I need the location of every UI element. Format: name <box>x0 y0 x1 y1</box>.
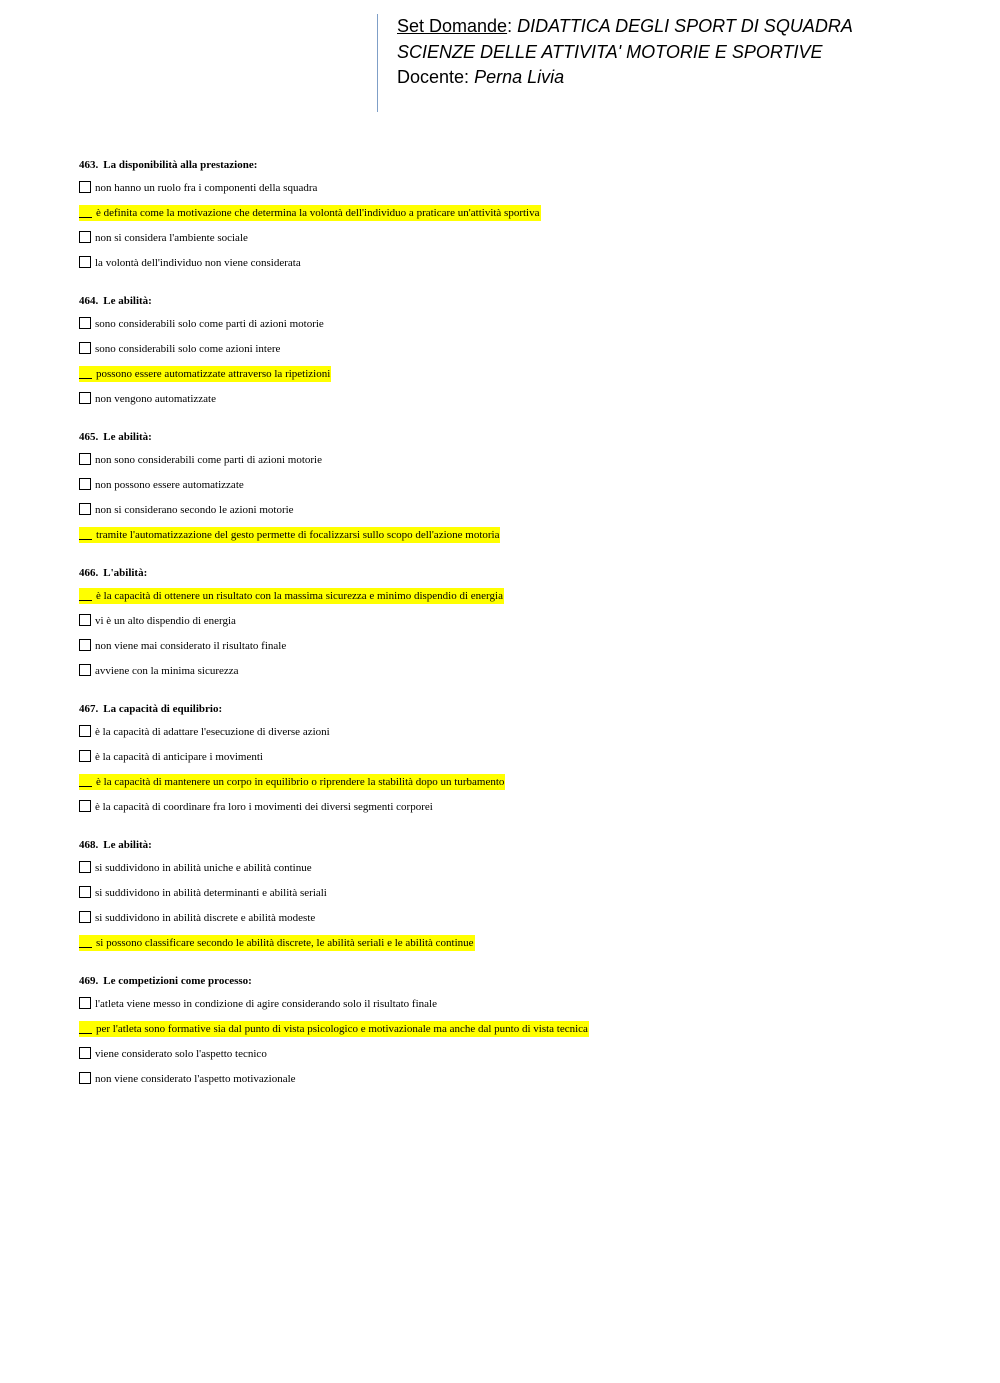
checkbox-icon[interactable] <box>79 317 91 329</box>
question-title <box>79 293 959 309</box>
question-number: 467. <box>79 703 99 715</box>
answer-option-correct <box>79 1021 959 1046</box>
option-text: è definita come la motivazione che determina la volontà dell'individuo a praticare un'attività sportiva <box>96 207 540 219</box>
option-text: sono considerabili solo come azioni intere <box>95 343 281 355</box>
answer-option <box>79 1046 959 1071</box>
set-value: DIDATTICA DEGLI SPORT DI SQUADRA <box>517 16 853 36</box>
correct-answer-highlight <box>79 205 541 221</box>
checkbox-icon[interactable] <box>79 181 91 193</box>
answer-option <box>79 230 959 255</box>
course-name: SCIENZE DELLE ATTIVITA' MOTORIE E SPORTIVE <box>397 41 823 62</box>
checkbox-icon[interactable] <box>79 1072 91 1084</box>
answer-option <box>79 391 959 416</box>
option-text: non si considerano secondo le azioni motorie <box>95 504 294 516</box>
option-text: è la capacità di adattare l'esecuzione di diverse azioni <box>95 726 330 738</box>
question-list <box>79 157 959 1109</box>
question-text: Le abilità: <box>103 839 152 851</box>
question-number: 469. <box>79 975 99 987</box>
option-text: possono essere automatizzate attraverso la ripetizioni <box>96 368 331 380</box>
answer-option <box>79 996 959 1021</box>
set-label: Set Domande <box>397 16 508 36</box>
answer-option <box>79 452 959 477</box>
correct-answer-highlight <box>79 527 500 543</box>
checkbox-icon[interactable] <box>79 392 91 404</box>
option-text: non viene mai considerato il risultato finale <box>95 640 287 652</box>
option-text: tramite l'automatizzazione del gesto permette di focalizzarsi sullo scopo dell'azione motoria <box>96 529 500 541</box>
answer-option <box>79 749 959 774</box>
checkbox-icon[interactable] <box>79 478 91 490</box>
answer-option <box>79 502 959 527</box>
option-text: la volontà dell'individuo non viene considerata <box>95 257 301 269</box>
answer-option-correct <box>79 935 959 960</box>
checkbox-icon[interactable] <box>79 231 91 243</box>
checkbox-icon[interactable] <box>79 750 91 762</box>
answer-option <box>79 180 959 205</box>
question-title <box>79 157 959 173</box>
correct-answer-highlight <box>79 588 504 604</box>
option-text: vi è un alto dispendio di energia <box>95 615 236 627</box>
option-text: si possono classificare secondo le abilità discrete, le abilità seriali e le abilità continue <box>96 937 474 949</box>
answer-option <box>79 910 959 935</box>
answer-option <box>79 613 959 638</box>
answer-option-correct <box>79 527 959 552</box>
checkbox-icon[interactable] <box>79 800 91 812</box>
question-title <box>79 973 959 989</box>
option-text: si suddividono in abilità determinanti e abilità seriali <box>95 887 327 899</box>
checkbox-icon[interactable] <box>79 725 91 737</box>
checkbox-icon[interactable] <box>79 256 91 268</box>
question-text: Le competizioni come processo: <box>103 975 252 987</box>
answer-option <box>79 638 959 663</box>
question-title <box>79 701 959 717</box>
question-block <box>79 293 959 416</box>
option-text: non sono considerabili come parti di azioni motorie <box>95 454 322 466</box>
question-text: La disponibilità alla prestazione: <box>103 159 258 171</box>
checkbox-icon[interactable] <box>79 886 91 898</box>
teacher-label: Docente: <box>397 67 470 87</box>
teacher-name: Perna Livia <box>474 67 565 87</box>
correct-answer-highlight <box>79 774 505 790</box>
option-text: è la capacità di ottenere un risultato con la massima sicurezza e minimo dispendio di energia <box>96 590 503 602</box>
answer-option <box>79 885 959 910</box>
answer-option-correct <box>79 588 959 613</box>
answer-option <box>79 1071 959 1096</box>
question-number: 464. <box>79 295 99 307</box>
option-text: non si considera l'ambiente sociale <box>95 232 248 244</box>
correct-answer-highlight <box>79 366 331 382</box>
answer-blank-marker <box>79 205 92 218</box>
question-block <box>79 157 959 280</box>
option-text: viene considerato solo l'aspetto tecnico <box>95 1048 267 1060</box>
answer-blank-marker <box>79 774 92 787</box>
option-text: è la capacità di coordinare fra loro i movimenti dei diversi segmenti corporei <box>95 801 433 813</box>
correct-answer-highlight <box>79 935 475 951</box>
answer-option <box>79 860 959 885</box>
option-text: è la capacità di anticipare i movimenti <box>95 751 263 763</box>
checkbox-icon[interactable] <box>79 453 91 465</box>
option-text: non vengono automatizzate <box>95 393 216 405</box>
answer-option-correct <box>79 205 959 230</box>
answer-option <box>79 341 959 366</box>
checkbox-icon[interactable] <box>79 664 91 676</box>
checkbox-icon[interactable] <box>79 639 91 651</box>
answer-option <box>79 724 959 749</box>
checkbox-icon[interactable] <box>79 997 91 1009</box>
option-text: è la capacità di mantenere un corpo in equilibrio o riprendere la stabilità dopo un turbamento <box>96 776 505 788</box>
question-block <box>79 429 959 552</box>
question-number: 463. <box>79 159 99 171</box>
option-text: l'atleta viene messo in condizione di agire considerando solo il risultato finale <box>95 998 437 1010</box>
question-title <box>79 837 959 853</box>
answer-option <box>79 316 959 341</box>
option-text: sono considerabili solo come parti di azioni motorie <box>95 318 324 330</box>
question-text: L'abilità: <box>103 567 148 579</box>
option-text: non hanno un ruolo fra i componenti della squadra <box>95 182 318 194</box>
set-line <box>397 14 853 40</box>
option-text: non viene considerato l'aspetto motivazionale <box>95 1073 296 1085</box>
checkbox-icon[interactable] <box>79 614 91 626</box>
answer-blank-marker <box>79 527 92 540</box>
option-text: per l'atleta sono formative sia dal punto di vista psicologico e motivazionale ma anche dal punto di vista tecnica <box>96 1023 588 1035</box>
option-text: si suddividono in abilità discrete e abilità modeste <box>95 912 316 924</box>
answer-option <box>79 477 959 502</box>
question-text: Le abilità: <box>103 295 152 307</box>
checkbox-icon[interactable] <box>79 1047 91 1059</box>
question-number: 465. <box>79 431 99 443</box>
teacher-line <box>397 65 853 91</box>
answer-option <box>79 799 959 824</box>
question-title <box>79 429 959 445</box>
answer-option <box>79 255 959 280</box>
question-number: 466. <box>79 567 99 579</box>
answer-option <box>79 663 959 688</box>
correct-answer-highlight <box>79 1021 589 1037</box>
question-block <box>79 565 959 688</box>
question-block <box>79 837 959 960</box>
answer-option-correct <box>79 366 959 391</box>
document-header <box>377 14 853 112</box>
option-text: si suddividono in abilità uniche e abilità continue <box>95 862 312 874</box>
answer-blank-marker <box>79 1021 92 1034</box>
option-text: non possono essere automatizzate <box>95 479 244 491</box>
answer-option-correct <box>79 774 959 799</box>
checkbox-icon[interactable] <box>79 342 91 354</box>
option-text: avviene con la minima sicurezza <box>95 665 239 677</box>
question-block <box>79 701 959 824</box>
answer-blank-marker <box>79 588 92 601</box>
question-text: Le abilità: <box>103 431 152 443</box>
answer-blank-marker <box>79 935 92 948</box>
question-title <box>79 565 959 581</box>
answer-blank-marker <box>79 366 92 379</box>
checkbox-icon[interactable] <box>79 861 91 873</box>
question-number: 468. <box>79 839 99 851</box>
set-separator: : <box>507 16 513 36</box>
checkbox-icon[interactable] <box>79 503 91 515</box>
question-block <box>79 973 959 1096</box>
checkbox-icon[interactable] <box>79 911 91 923</box>
question-text: La capacità di equilibrio: <box>103 703 223 715</box>
